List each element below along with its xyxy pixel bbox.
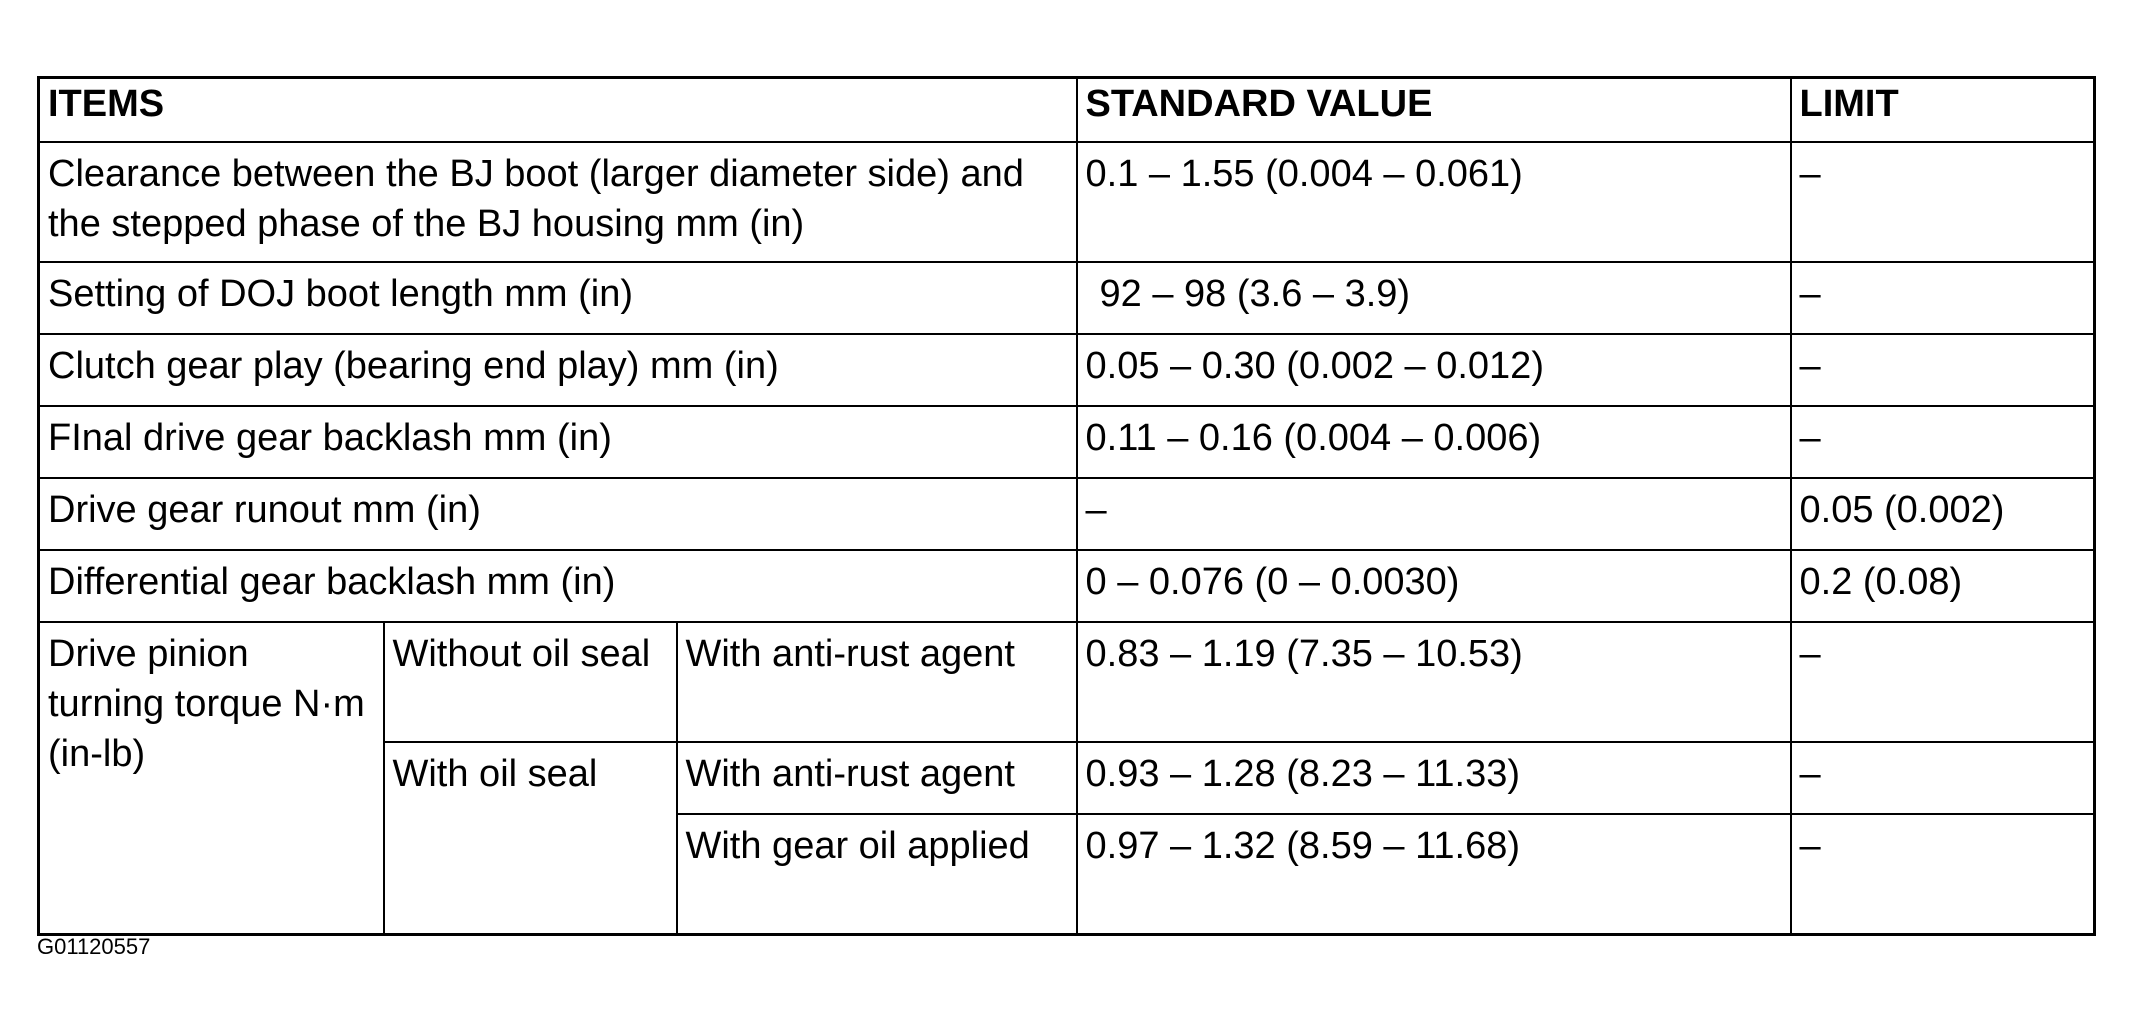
limit-cell: 0.05 (0.002) [1791,478,2095,550]
standard-value-cell: – [1077,478,1791,550]
item-cell: Clearance between the BJ boot (larger diameter side) and the stepped phase of the BJ housing mm (in) [39,142,1077,262]
standard-value-cell: 0.1 – 1.55 (0.004 – 0.061) [1077,142,1791,262]
table-row [39,622,2095,742]
limit-cell: – [1791,262,2095,334]
standard-value-cell: 0.11 – 0.16 (0.004 – 0.006) [1077,406,1791,478]
limit-cell: 0.2 (0.08) [1791,550,2095,622]
pinion-torque-label-cell: Drive pinion turning torque N·m (in-lb) [39,622,384,935]
header-items: ITEMS [39,78,1077,143]
table-row [39,406,2095,478]
item-cell: Drive gear runout mm (in) [39,478,1077,550]
specification-table [37,76,2096,936]
item-cell: Clutch gear play (bearing end play) mm (in) [39,334,1077,406]
table-row [39,262,2095,334]
limit-cell: – [1791,622,2095,742]
figure-code: G01120557 [37,934,151,959]
table-header-row [39,78,2095,143]
without-oil-seal-cell: Without oil seal [384,622,677,742]
standard-value-cell: 0.83 – 1.19 (7.35 – 10.53) [1077,622,1791,742]
item-cell: Setting of DOJ boot length mm (in) [39,262,1077,334]
limit-cell: – [1791,406,2095,478]
standard-value-cell: 0.97 – 1.32 (8.59 – 11.68) [1077,814,1791,935]
header-standard-value: STANDARD VALUE [1077,78,1791,143]
with-oil-seal-cell: With oil seal [384,742,677,935]
header-limit: LIMIT [1791,78,2095,143]
table-row [39,334,2095,406]
standard-value-cell: 0 – 0.076 (0 – 0.0030) [1077,550,1791,622]
standard-value-cell: 92 – 98 (3.6 – 3.9) [1077,262,1791,334]
limit-cell: – [1791,334,2095,406]
table-row [39,142,2095,262]
item-cell: FInal drive gear backlash mm (in) [39,406,1077,478]
limit-cell: – [1791,142,2095,262]
limit-cell: – [1791,742,2095,814]
table-row [39,478,2095,550]
table-row [39,550,2095,622]
condition-cell: With anti-rust agent [677,742,1077,814]
limit-cell: – [1791,814,2095,935]
condition-cell: With anti-rust agent [677,622,1077,742]
item-cell: Differential gear backlash mm (in) [39,550,1077,622]
standard-value-cell: 0.93 – 1.28 (8.23 – 11.33) [1077,742,1791,814]
condition-cell: With gear oil applied [677,814,1077,935]
standard-value-cell: 0.05 – 0.30 (0.002 – 0.012) [1077,334,1791,406]
